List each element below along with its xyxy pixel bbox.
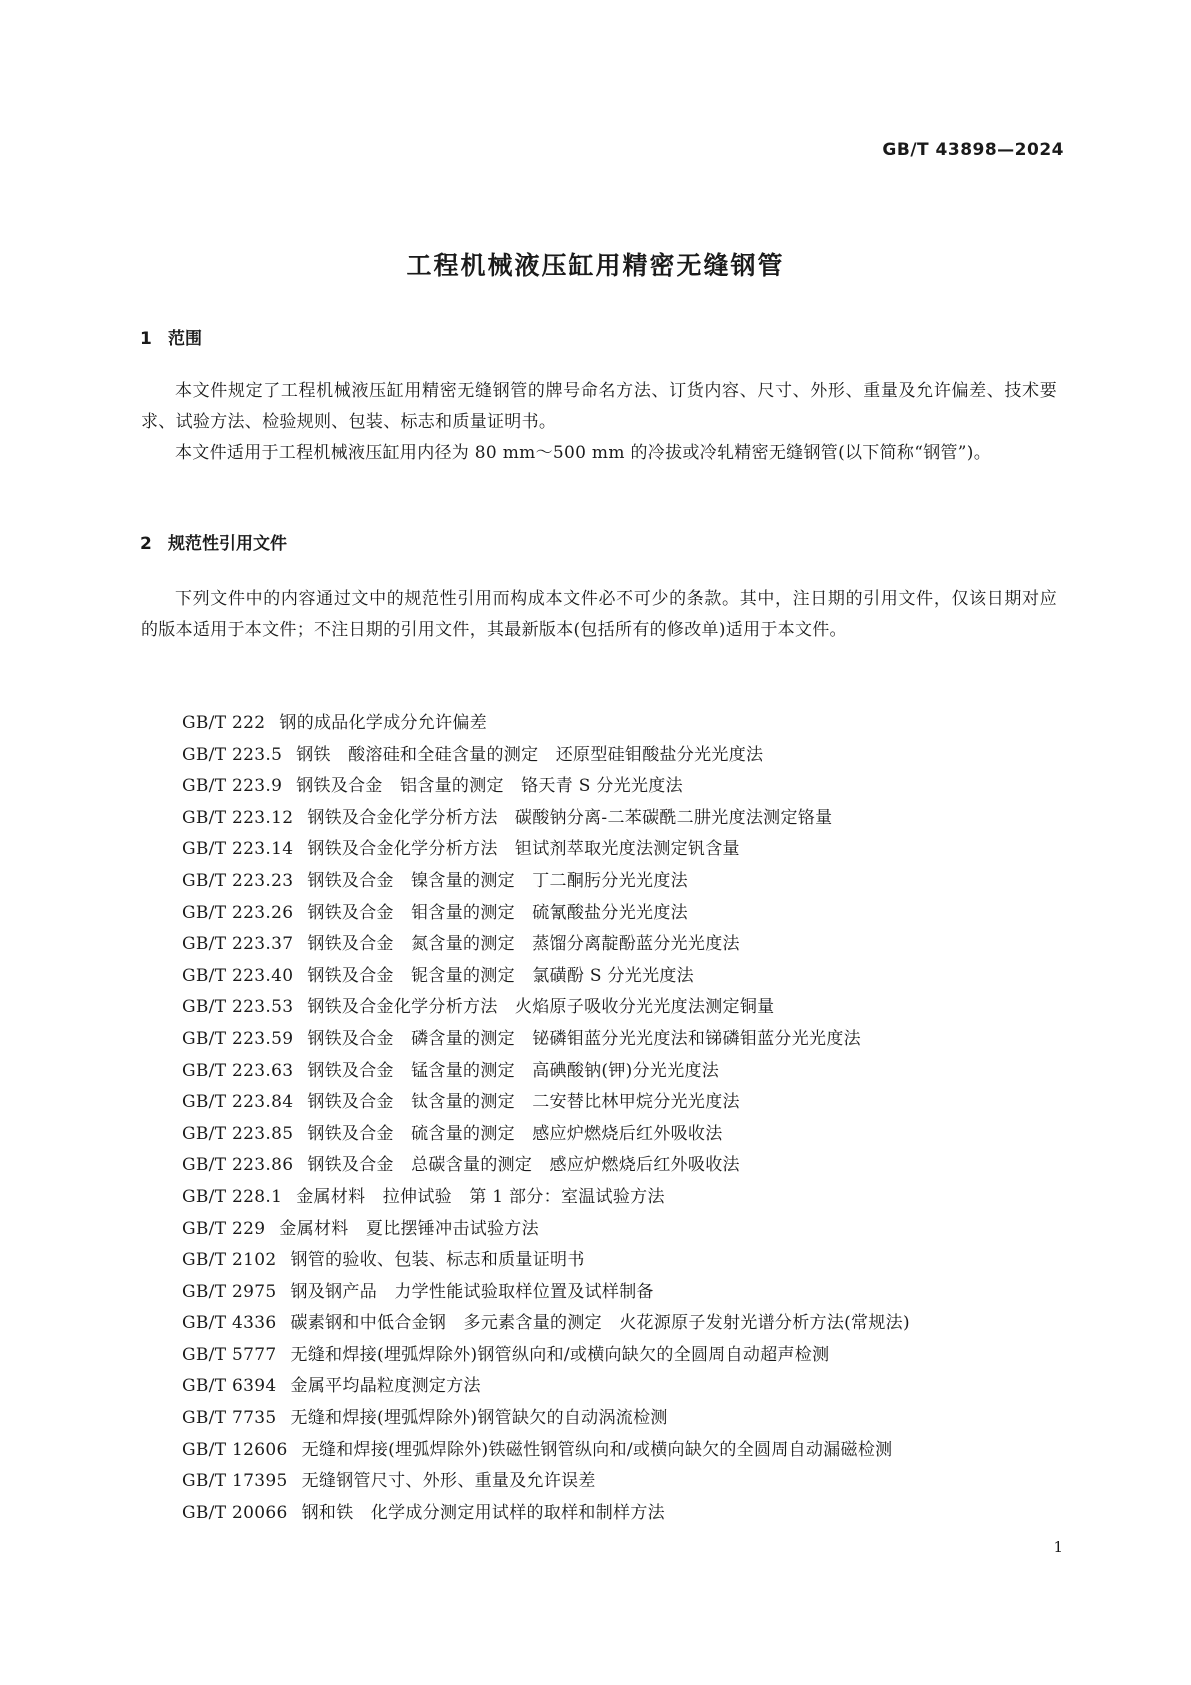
reference-code: GB/T 222 xyxy=(182,713,266,733)
reference-item xyxy=(182,992,910,1024)
reference-item xyxy=(182,1182,910,1214)
reference-title: 钢铁及合金 硫含量的测定 感应炉燃烧后红外吸收法 xyxy=(307,1123,723,1144)
reference-code: GB/T 7735 xyxy=(182,1408,277,1429)
reference-title: 钢铁 酸溶硅和全硅含量的测定 还原型硅钼酸盐分光光度法 xyxy=(296,744,764,765)
reference-code: GB/T 4336 xyxy=(182,1313,277,1334)
reference-code: GB/T 223.26 xyxy=(182,902,294,923)
reference-code: GB/T 2975 xyxy=(182,1281,277,1302)
section-heading-normative-references xyxy=(140,529,287,554)
reference-code: GB/T 2102 xyxy=(182,1250,277,1271)
reference-code: GB/T 223.85 xyxy=(182,1123,294,1144)
section-number: 1 xyxy=(140,329,152,349)
references-intro-paragraph: 下列文件中的内容通过文中的规范性引用而构成本文件必不可少的条款。其中，注日期的引用文件，仅该日期对应的版本适用于本文件；不注日期的引用文件，其最新版本(包括所有的修改单)适用于本文件。 xyxy=(141,589,1057,640)
reference-item xyxy=(182,771,910,803)
document-code: GB/T 43898—2024 xyxy=(882,140,1064,160)
scope-applicability-paragraph: 本文件适用于工程机械液压缸用内径为 80 mm～500 mm 的冷拔或冷轧精密无缝钢管(以下简称“钢管”)。 xyxy=(175,443,992,463)
reference-item xyxy=(182,740,910,772)
reference-title: 金属材料 夏比摆锤冲击试验方法 xyxy=(279,1218,539,1239)
reference-title: 钢铁及合金 锰含量的测定 高碘酸钠(钾)分光光度法 xyxy=(307,1060,720,1081)
reference-code: GB/T 17395 xyxy=(182,1471,288,1492)
reference-title: 钢铁及合金 氮含量的测定 蒸馏分离靛酚蓝分光光度法 xyxy=(307,934,740,955)
reference-item xyxy=(182,1214,910,1246)
document-title: 工程机械液压缸用精密无缝钢管 xyxy=(406,251,785,280)
reference-title: 金属材料 拉伸试验 第 1 部分：室温试验方法 xyxy=(296,1186,665,1207)
reference-title: 钢铁及合金化学分析方法 火焰原子吸收分光光度法测定铜量 xyxy=(307,997,775,1018)
reference-item xyxy=(182,1340,910,1372)
reference-code: GB/T 223.59 xyxy=(182,1028,294,1049)
reference-title: 无缝和焊接(埋弧焊除外)钢管纵向和/或横向缺欠的全圆周自动超声检测 xyxy=(290,1344,830,1365)
reference-item xyxy=(182,1056,910,1088)
section-number: 2 xyxy=(140,534,152,554)
reference-item xyxy=(182,866,910,898)
reference-title: 钢及钢产品 力学性能试验取样位置及试样制备 xyxy=(290,1281,654,1302)
reference-item xyxy=(182,1245,910,1277)
reference-item xyxy=(182,1403,910,1435)
section-title: 规范性引用文件 xyxy=(168,534,287,554)
reference-code: GB/T 20066 xyxy=(182,1502,288,1523)
reference-item xyxy=(182,1277,910,1309)
reference-code: GB/T 223.53 xyxy=(182,997,294,1018)
reference-title: 钢和铁 化学成分测定用试样的取样和制样方法 xyxy=(301,1502,665,1523)
reference-title: 钢铁及合金 总碳含量的测定 感应炉燃烧后红外吸收法 xyxy=(307,1155,740,1176)
reference-code: GB/T 5777 xyxy=(182,1344,277,1365)
reference-code: GB/T 229 xyxy=(182,1218,266,1239)
reference-title: 钢的成品化学成分允许偏差 xyxy=(279,713,487,733)
section-title: 范围 xyxy=(168,329,202,349)
reference-title: 钢铁及合金 铌含量的测定 氯磺酚 S 分光光度法 xyxy=(307,965,694,986)
reference-title: 钢铁及合金 钼含量的测定 硫氰酸盐分光光度法 xyxy=(307,902,688,923)
reference-title: 金属平均晶粒度测定方法 xyxy=(290,1376,481,1397)
reference-title: 无缝和焊接(埋弧焊除外)钢管缺欠的自动涡流检测 xyxy=(290,1408,668,1429)
reference-code: GB/T 223.23 xyxy=(182,870,294,891)
reference-title: 钢铁及合金化学分析方法 碳酸钠分离-二苯碳酰二肼光度法测定铬量 xyxy=(307,807,833,828)
reference-title: 钢管的验收、包装、标志和质量证明书 xyxy=(290,1250,585,1271)
reference-item xyxy=(182,1150,910,1182)
reference-code: GB/T 223.86 xyxy=(182,1155,294,1176)
scope-paragraph: 本文件规定了工程机械液压缸用精密无缝钢管的牌号命名方法、订货内容、尺寸、外形、重量及允许偏差、技术要求、试验方法、检验规则、包装、标志和质量证明书。 xyxy=(141,381,1057,432)
reference-item xyxy=(182,929,910,961)
reference-item xyxy=(182,1371,910,1403)
reference-code: GB/T 228.1 xyxy=(182,1186,283,1207)
reference-list xyxy=(182,708,910,1529)
reference-item xyxy=(182,803,910,835)
reference-code: GB/T 223.14 xyxy=(182,839,294,860)
reference-item xyxy=(182,961,910,993)
reference-code: GB/T 223.37 xyxy=(182,934,294,955)
reference-title: 无缝钢管尺寸、外形、重量及允许误差 xyxy=(301,1471,596,1492)
reference-title: 钢铁及合金 镍含量的测定 丁二酮肟分光光度法 xyxy=(307,870,688,891)
reference-item xyxy=(182,1119,910,1151)
reference-code: GB/T 223.9 xyxy=(182,776,283,797)
reference-code: GB/T 223.63 xyxy=(182,1060,294,1081)
reference-item xyxy=(182,1466,910,1498)
reference-code: GB/T 223.84 xyxy=(182,1092,294,1113)
reference-title: 无缝和焊接(埋弧焊除外)铁磁性钢管纵向和/或横向缺欠的全圆周自动漏磁检测 xyxy=(301,1439,893,1460)
reference-title: 钢铁及合金 钛含量的测定 二安替比林甲烷分光光度法 xyxy=(307,1092,740,1113)
reference-item xyxy=(182,834,910,866)
reference-code: GB/T 223.40 xyxy=(182,965,294,986)
reference-title: 碳素钢和中低合金钢 多元素含量的测定 火花源原子发射光谱分析方法(常规法) xyxy=(290,1313,910,1334)
page-number: 1 xyxy=(1053,1538,1063,1556)
reference-item xyxy=(182,1024,910,1056)
reference-item xyxy=(182,1435,910,1467)
reference-item xyxy=(182,708,910,740)
reference-code: GB/T 12606 xyxy=(182,1439,288,1460)
reference-title: 钢铁及合金 铝含量的测定 铬天青 S 分光光度法 xyxy=(296,776,683,797)
reference-title: 钢铁及合金化学分析方法 钽试剂萃取光度法测定钒含量 xyxy=(307,839,740,860)
reference-item xyxy=(182,898,910,930)
section-heading-scope xyxy=(140,324,202,349)
reference-code: GB/T 223.5 xyxy=(182,744,283,765)
reference-title: 钢铁及合金 磷含量的测定 铋磷钼蓝分光光度法和锑磷钼蓝分光光度法 xyxy=(307,1028,861,1049)
reference-code: GB/T 6394 xyxy=(182,1376,277,1397)
reference-item xyxy=(182,1308,910,1340)
reference-code: GB/T 223.12 xyxy=(182,807,294,828)
reference-item xyxy=(182,1087,910,1119)
reference-item xyxy=(182,1498,910,1530)
